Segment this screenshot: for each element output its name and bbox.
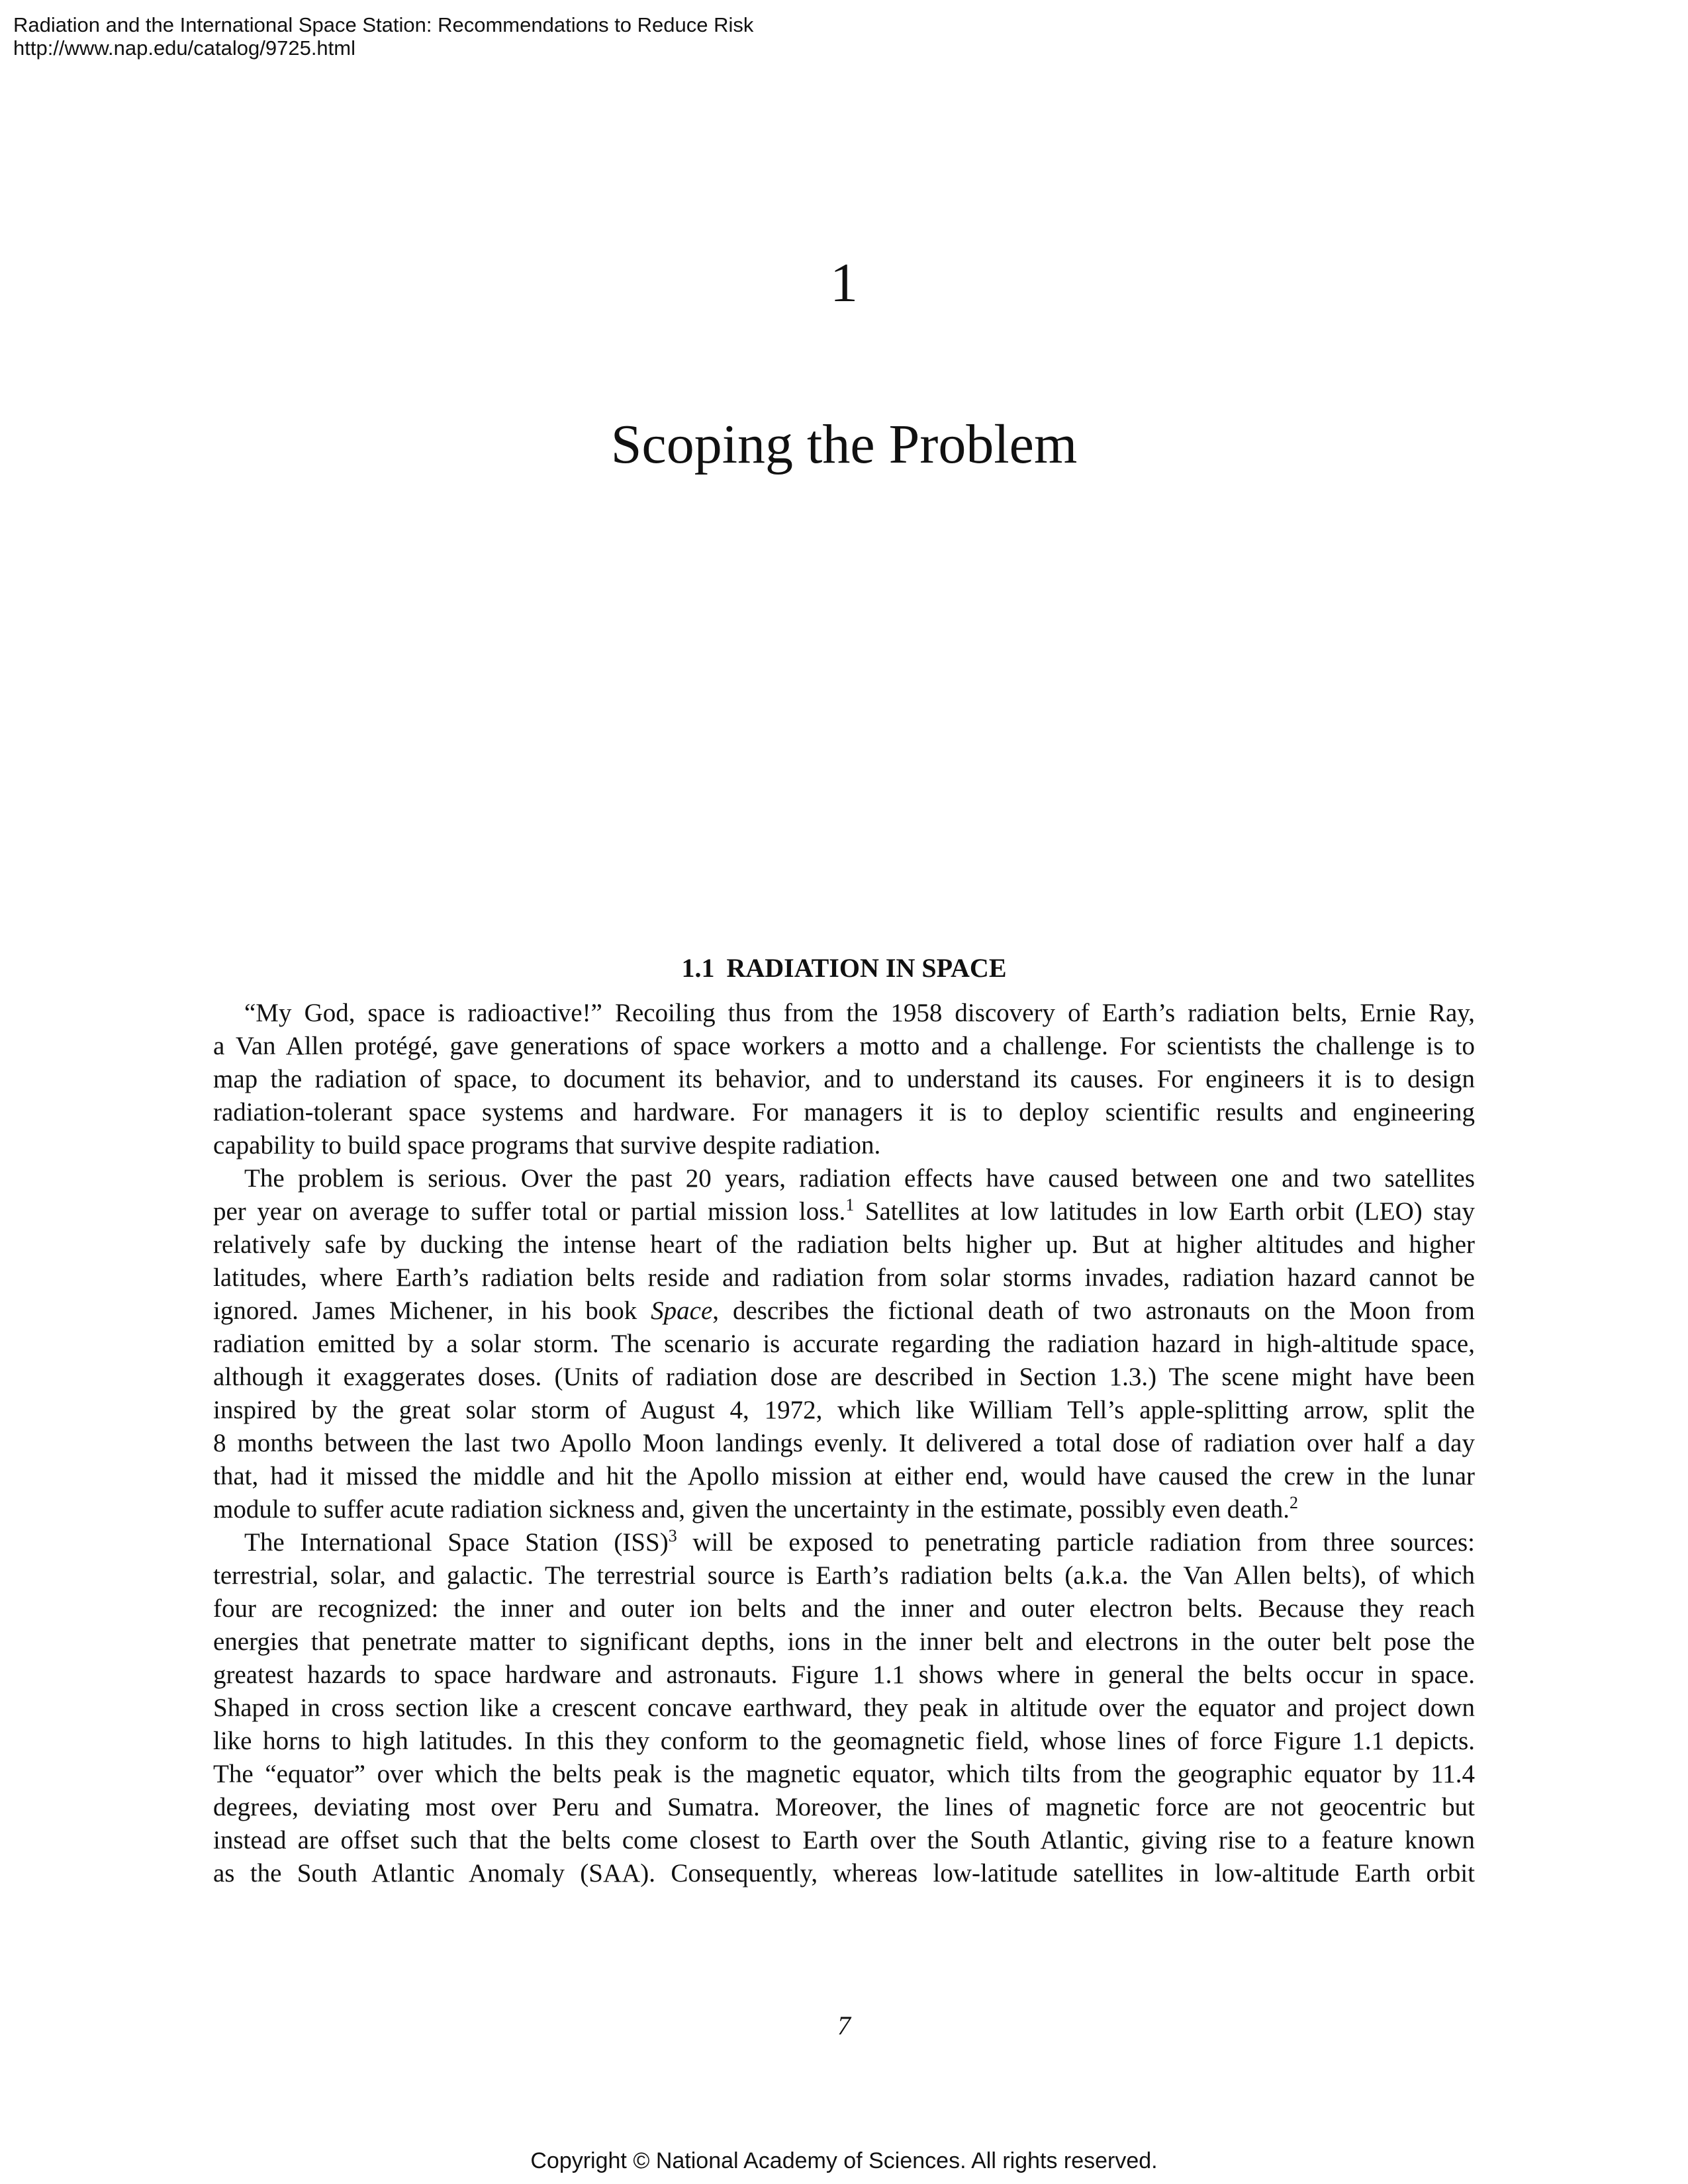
footnote-ref-3[interactable]: 3 <box>668 1526 677 1545</box>
line-text: The International Space Station (ISS) <box>244 1528 669 1557</box>
book-title-space: Space <box>651 1297 713 1325</box>
paragraph-line: latitudes, where Earth’s radiation belts reside and radiation from solar storms invades, radiation hazard cannot be <box>213 1263 1475 1292</box>
chapter-number: 1 <box>830 252 858 314</box>
paragraph-line: map the radiation of space, to document its behavior, and to understand its causes. For engineers it is to design <box>213 1065 1475 1093</box>
section-title: RADIATION IN SPACE <box>726 953 1007 983</box>
line-text: , describes the fictional death of two astronauts on the Moon from <box>712 1297 1475 1325</box>
paragraph-line: capability to build space programs that survive despite radiation. <box>213 1131 881 1160</box>
paragraph-line: energies that penetrate matter to significant depths, ions in the inner belt and electrons in the outer belt pose the <box>213 1627 1475 1656</box>
page-number: 7 <box>837 2011 851 2040</box>
paragraph-line: instead are offset such that the belts come closest to Earth over the South Atlantic, giving rise to a feature known <box>213 1826 1475 1854</box>
paragraph-line: greatest hazards to space hardware and astronauts. Figure 1.1 shows where in general the belts occur in space. <box>213 1661 1475 1689</box>
paragraph-line: like horns to high latitudes. In this they conform to the geomagnetic field, whose lines of force Figure 1.1 depicts. <box>213 1727 1475 1755</box>
paragraph-line: The problem is serious. Over the past 20 years, radiation effects have caused between one and two satellites <box>244 1164 1475 1193</box>
paragraph-line: inspired by the great solar storm of August 4, 1972, which like William Tell’s apple-splitting arrow, split the <box>213 1396 1475 1424</box>
footnote-ref-2[interactable]: 2 <box>1289 1493 1298 1512</box>
paragraph-line: terrestrial, solar, and galactic. The terrestrial source is Earth’s radiation belts (a.k.a. the Van Allen belts), of which <box>213 1561 1475 1590</box>
line-text: ignored. James Michener, in his book <box>213 1297 651 1325</box>
paragraph-2 <box>213 1162 1475 1526</box>
paragraph-line: The “equator” over which the belts peak is the magnetic equator, which tilts from the geographic equator by 11.4 <box>213 1760 1475 1788</box>
section-heading <box>0 952 1688 985</box>
paragraph-1 <box>213 997 1475 1162</box>
paragraph-line: Shaped in cross section like a crescent concave earthward, they peak in altitude over the equator and project down <box>213 1694 1475 1722</box>
header-title: Radiation and the International Space Station: Recommendations to Reduce Risk <box>13 13 754 36</box>
paragraph-line <box>213 1493 1475 1526</box>
header-url[interactable]: http://www.nap.edu/catalog/9725.html <box>13 36 355 60</box>
body-text <box>213 997 1475 1890</box>
document-header <box>13 13 753 60</box>
paragraph-line <box>213 1526 1475 1559</box>
paragraph-3 <box>213 1526 1475 1890</box>
paragraph-line: four are recognized: the inner and outer ion belts and the inner and outer electron belts. Because they reach <box>213 1594 1475 1623</box>
paragraph-line <box>213 1195 1475 1228</box>
paragraph-line: 8 months between the last two Apollo Moon landings evenly. It delivered a total dose of radiation over half a day <box>213 1429 1475 1457</box>
section-number: 1.1 <box>681 953 715 983</box>
paragraph-line: degrees, deviating most over Peru and Sumatra. Moreover, the lines of magnetic force are not geocentric but <box>213 1793 1475 1821</box>
line-text: per year on average to suffer total or partial mission loss. <box>213 1197 846 1226</box>
paragraph-line: although it exaggerates doses. (Units of radiation dose are described in Section 1.3.) The scene might have been <box>213 1363 1475 1391</box>
paragraph-line: radiation emitted by a solar storm. The scenario is accurate regarding the radiation hazard in high-altitude space, <box>213 1330 1475 1358</box>
paragraph-line: radiation-tolerant space systems and hardware. For managers it is to deploy scientific results and engineering <box>213 1098 1475 1126</box>
paragraph-line: “My God, space is radioactive!” Recoiling thus from the 1958 discovery of Earth’s radiation belts, Ernie Ray, <box>244 999 1475 1027</box>
line-text: module to suffer acute radiation sickness and, given the uncertainty in the estimate, possibly even death. <box>213 1495 1289 1524</box>
chapter-title: Scoping the Problem <box>610 414 1078 475</box>
footnote-ref-1[interactable]: 1 <box>845 1195 855 1214</box>
line-text: Satellites at low latitudes in low Earth orbit (LEO) stay <box>854 1197 1475 1226</box>
paragraph-line: a Van Allen protégé, gave generations of space workers a motto and a challenge. For scientists the challenge is to <box>213 1032 1475 1060</box>
copyright-footer: Copyright © National Academy of Sciences. All rights reserved. <box>530 2148 1158 2173</box>
paragraph-line: relatively safe by ducking the intense heart of the radiation belts higher up. But at higher altitudes and higher <box>213 1230 1475 1259</box>
paragraph-line: as the South Atlantic Anomaly (SAA). Consequently, whereas low-latitude satellites in low-altitude Earth orbit <box>213 1859 1475 1888</box>
paragraph-line <box>213 1295 1475 1328</box>
paragraph-line: that, had it missed the middle and hit the Apollo mission at either end, would have caused the crew in the lunar <box>213 1462 1475 1490</box>
line-text: will be exposed to penetrating particle radiation from three sources: <box>677 1528 1475 1557</box>
